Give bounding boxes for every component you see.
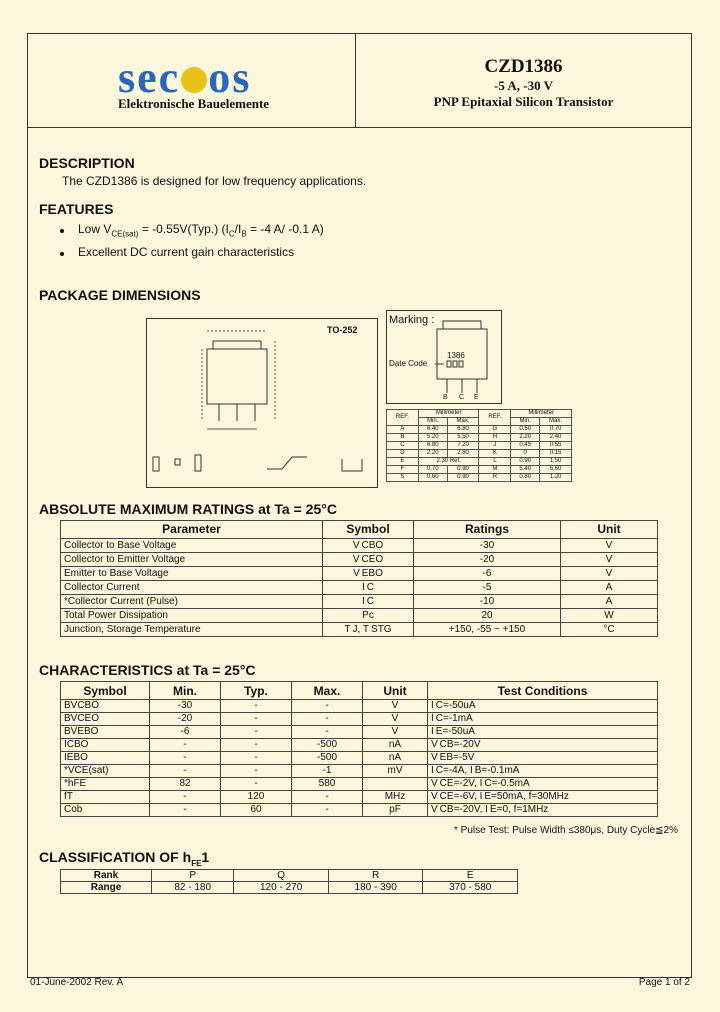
description-heading: DESCRIPTION	[39, 155, 135, 171]
table-row: *Collector Current (Pulse) I C -10 A	[61, 595, 658, 609]
feature-item-2: Excellent DC current gain characteristics	[78, 245, 295, 259]
marking-box	[386, 310, 502, 404]
table-row: Collector to Emitter Voltage V CEO -20 V	[61, 553, 658, 567]
table-row: A 6.40 6.80 G 0.50 0.70	[387, 426, 572, 434]
bullet-icon	[60, 229, 64, 233]
company-name: Elektronische Bauelemente	[118, 96, 270, 111]
abs-max-heading: ABSOLUTE MAXIMUM RATINGS at Ta = 25°C	[39, 501, 337, 517]
table-row: E 2.30 Ref. L 0.90 1.50	[387, 458, 572, 466]
secos-logo: sec os	[118, 53, 252, 102]
part-number: CZD1386	[484, 56, 563, 77]
bullet-icon	[60, 252, 64, 256]
table-row: BVCEO -20 - - V I C=-1mA	[61, 713, 658, 726]
table-row: D 2.20 2.80 K 0 0.15	[387, 450, 572, 458]
classification-table	[60, 869, 518, 894]
footer-page: Page 1 of 2	[638, 977, 690, 988]
pulse-test-footnote: * Pulse Test: Pulse Width ≤380μs, Duty Cycle≦2%	[454, 825, 678, 836]
table-row: Collector to Base Voltage V CBO -30 V	[61, 539, 658, 553]
table-row: ICBO - - -500 nA V CB=-20V	[61, 739, 658, 752]
part-type: PNP Epitaxial Silicon Transistor	[433, 94, 614, 109]
table-row: B 5.20 5.50 H 2.20 2.40	[387, 434, 572, 442]
marking-outline-icon	[387, 311, 501, 403]
date-code-label: Date Code	[389, 359, 428, 368]
table-row: REF. Millimeter REF. Millimeter	[387, 410, 572, 418]
table-row: *hFE 82 - 580 V CE=-2V, I C=-0.5mA	[61, 778, 658, 791]
table-header-row: Parameter Symbol Ratings Unit	[61, 521, 658, 539]
feature-item-1: Low $V_{CE(sat)} = -0.55V(Typ.) (I_C/I_B = -4$ A/ -0.1 A)	[78, 222, 324, 239]
abs-max-table	[60, 520, 658, 637]
table-row: *VCE(sat) - - -1 mV I C=-4A, I B=-0.1mA	[61, 765, 658, 778]
table-row: BVEBO -6 - - V I E=-50uA	[61, 726, 658, 739]
package-outline-icon	[147, 319, 377, 487]
table-row: Emitter to Base Voltage V EBO -6 V	[61, 567, 658, 581]
table-row: Collector Current I C -5 A	[61, 581, 658, 595]
table-row: Total Power Dissipation Pc 20 W	[61, 609, 658, 623]
pin-c-label: C	[459, 394, 465, 401]
table-row: F 0.70 0.90 M 5.40 5.60	[387, 466, 572, 474]
features-heading: FEATURES	[39, 201, 114, 217]
pin-b-label: B	[443, 394, 448, 401]
table-row: IEBO - - -500 nA V EB=-5V	[61, 752, 658, 765]
footer-date: 01-June-2002 Rev. A	[30, 977, 124, 988]
table-row: BVCBO -30 - - V I C=-50uA	[61, 700, 658, 713]
table-row: Min. Max. Min. Max.	[387, 418, 572, 426]
characteristics-table	[60, 681, 658, 817]
table-row: Rank P Q R E	[61, 870, 518, 882]
part-spec: -5 A, -30 V	[494, 78, 553, 93]
header-divider	[27, 127, 692, 128]
package-drawing	[146, 318, 378, 488]
dimension-table	[386, 409, 572, 482]
characteristics-heading: CHARACTERISTICS at Ta = 25°C	[39, 662, 256, 678]
table-header-row: Symbol Min. Typ. Max. Unit Test Conditions	[61, 682, 658, 700]
marking-code: 1386	[447, 351, 465, 360]
table-row: Junction, Storage Temperature T J, T STG +150, -55 ~ +150 °C	[61, 623, 658, 637]
table-row: Range 82 - 180 120 - 270 180 - 390 370 - 580	[61, 882, 518, 894]
package-heading: PACKAGE DIMENSIONS	[39, 287, 201, 303]
table-row: Cob - 60 - pF V CB=-20V, I E=0, f=1MHz	[61, 804, 658, 817]
pin-e-label: E	[474, 394, 479, 401]
logo-dot-icon	[181, 67, 207, 93]
table-row: C 6.80 7.20 J 0.45 0.55	[387, 442, 572, 450]
package-type-label: TO-252	[327, 325, 358, 335]
marking-label: Marking :	[389, 314, 435, 326]
description-text: The CZD1386 is designed for low frequency applications.	[62, 174, 367, 188]
classification-heading: CLASSIFICATION OF $h_{FE}1$	[39, 849, 210, 868]
table-row: fT - 120 - MHz V CE=-6V, I E=50mA, f=30MHz	[61, 791, 658, 804]
table-row: S 0.60 0.90 R 0.80 1.20	[387, 474, 572, 482]
